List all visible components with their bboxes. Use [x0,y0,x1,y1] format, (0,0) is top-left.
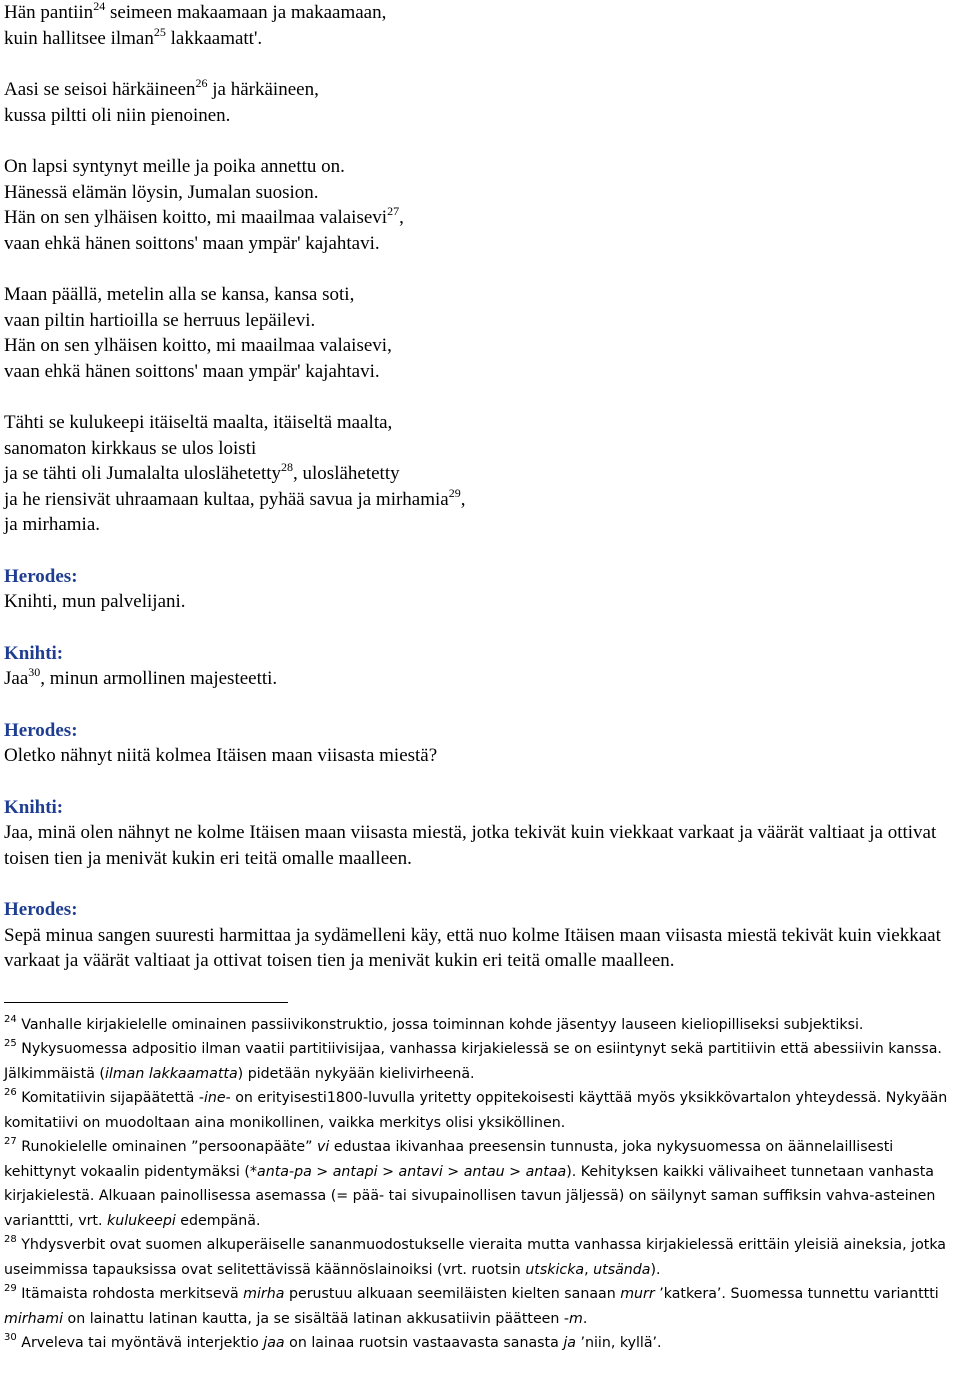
text-run: vaan ehkä hänen soittons' maan ympär' kajahtavi. [4,232,380,254]
text-run: Aasi se seisoi härkäineen [4,79,196,100]
text-run: lakkaamatt'. [165,27,263,49]
speaker-name: Knihti: [4,796,64,818]
footnote-item [4,1233,956,1282]
text-run: Knihti, mun palvelijani. [4,591,186,612]
text-run: Hän on sen ylhäisen koitto, mi maailmaa valaisevi, [4,335,392,356]
italic-term: mirhami [4,1310,64,1327]
dialogue-turn [4,564,956,615]
text-run: Jaa, minä olen nähnyt ne kolme Itäisen maan viisasta miestä, jotka tekivät kuin viekkaat varkaat ja väärät valtiaat ja ottivat toisen tien ja menivät kukin eri teitä omalle maalleen. [4,822,937,869]
footnote-number: 26 [4,1087,17,1098]
text-run: , [460,488,466,510]
footnotes [4,1013,956,1356]
text-run: ja mirhamia. [4,514,101,535]
text-run: > [311,1163,333,1180]
text-run: perustuu alkuaan seemiläisten kielten sanaan [284,1286,621,1302]
verse-line [4,180,956,206]
verse-stanza [4,154,956,256]
italic-term: utskicka [525,1261,585,1278]
text-run: ). Kehityksen kaikki välivaiheet tunnetaan vanhasta kirjakielestä. Alkuaan painollisessa asemassa (= pää- tai sivupainollisen tavun jäljessä) on säilynyt saman suffiksin vahva-asteinen varianttti, vrt. [4,1163,936,1229]
text-run: On lapsi syntynyt meille ja poika annettu on. [4,156,345,177]
text-run: ja he riensivät uhraamaan kultaa, pyhää savua ja mirhamia [4,488,449,510]
italic-term: ine [203,1090,226,1106]
verse-line [4,231,956,257]
dialogue-turn [4,795,956,872]
text-run: ja se tähti oli Jumalalta uloslähetetty [4,463,282,484]
italic-term: antau [463,1163,505,1180]
text-run: - on erityisesti1800-luvulla yritetty oppitekoisesti käyttää myös yksikkövartalon yhteydessä. Nykyään komitatiivi on muodoltaan aina monikollinen, vaikka merkitys olisi yksiköllinen. [4,1090,948,1131]
text-run: Arveleva tai myöntävä interjektio [21,1335,264,1351]
text-run: kuin hallitsee ilman [4,27,154,49]
text-run: Oletko nähnyt niitä kolmea Itäisen maan viisasta miestä? [4,745,438,766]
text-run: kussa piltti oli niin pienoinen. [4,104,231,126]
dialogue-turn [4,897,956,974]
verse-line [4,282,956,308]
text-run: Nykysuomessa adpositio ilman vaatii partitiivisijaa, vanhassa kirjakielessä se on esiintynyt sekä partitiivin että abessiivin kanssa. Jälkimmäistä ( [4,1041,942,1082]
dialogue-turn [4,718,956,769]
verse-line [4,461,956,487]
footnote-ref[interactable]: 26 [195,76,208,90]
text-run: sanomaton kirkkaus se ulos loisti [4,437,257,459]
italic-term: ja [563,1335,576,1351]
italic-term: mirha [243,1286,285,1302]
footnote-ref[interactable]: 24 [93,0,106,13]
speech-text [4,820,956,871]
footnote-number: 24 [4,1013,17,1025]
footnote-ref[interactable]: 25 [153,24,166,39]
verse-line [4,154,956,180]
text-run: , [584,1261,594,1278]
text-run: > [504,1163,526,1180]
footnote-number: 28 [4,1234,17,1245]
speech-text [4,743,956,769]
text-run: Itämaista rohdosta merkitsevä [21,1286,244,1302]
footnote-separator [4,1002,288,1003]
text-run: Sepä minua sangen suuresti harmittaa ja sydämelleni käy, että nuo kolme Itäisen maan viisasta miestä tekivät kuin viekkaat varkaat ja väärät valtiaat ja ottivat toisen tien ja menivät kukin eri teitä omalle maalleen. [4,924,941,971]
footnote-ref[interactable]: 29 [448,485,461,500]
document-page [4,0,956,1356]
italic-term: antavi [398,1163,443,1180]
speaker-name: Herodes: [4,565,78,587]
footnote-ref[interactable]: 27 [387,204,400,218]
speaker-name: Herodes: [4,899,78,920]
footnote-number: 30 [4,1332,17,1343]
italic-term: ilman lakkaamatta [104,1065,238,1082]
speech-text [4,923,956,974]
footnote-ref[interactable]: 30 [28,665,41,679]
footnote-item [4,1331,956,1356]
text-run: ’niin, kyllä’. [575,1335,662,1351]
footnote-ref[interactable]: 28 [281,460,294,474]
text-run: Maan päällä, metelin alla se kansa, kansa soti, [4,284,355,305]
italic-term: utsända [593,1261,651,1278]
footnote-item [4,1135,956,1233]
verse-stanza [4,282,956,384]
footnote-number: 25 [4,1038,17,1049]
text-run: on lainaa ruotsin vastaavasta sanasta [284,1335,564,1351]
verse-line [4,205,956,231]
speech-text [4,589,956,615]
italic-term: m [569,1310,583,1327]
speaker-name: Herodes: [4,719,78,741]
dialogue-turn [4,641,956,692]
verse-line [4,77,956,103]
text-run: vaan ehkä hänen soittons' maan ympär' kajahtavi. [4,360,380,382]
italic-term: jaa [263,1335,285,1351]
footnote-number: 29 [4,1283,17,1294]
verse-line [4,26,956,52]
speech-text [4,666,956,692]
footnote-number: 27 [4,1136,17,1147]
song-verses [4,0,956,538]
text-run: Vanhalle kirjakielelle ominainen passiivikonstruktio, jossa toiminnan kohde jäsentyy lauseen kieliopilliseksi subjektiksi. [21,1016,864,1033]
verse-line [4,410,956,436]
text-run: ) pidetään nykyään kielivirheenä. [237,1065,475,1082]
verse-line [4,359,956,385]
verse-line [4,487,956,513]
verse-line [4,103,956,129]
italic-term: murr [620,1286,655,1302]
verse-line [4,308,956,334]
verse-line [4,512,956,538]
text-run: Hänessä elämän löysin, Jumalan suosion. [4,181,319,203]
italic-term: antaa [525,1163,567,1180]
footnote-item [4,1086,956,1135]
text-run: Tähti se kulukeepi itäiseltä maalta, itäiseltä maalta, [4,412,393,433]
text-run: , uloslähetetty [293,463,400,484]
verse-stanza [4,410,956,538]
text-run: seimeen makaamaan ja makaamaan, [105,2,387,23]
text-run: Jaa [4,668,29,689]
text-run: ). [650,1261,661,1278]
italic-term: kulukeepi [107,1212,176,1229]
text-run: ja härkäineen, [207,79,319,100]
footnote-item [4,1037,956,1086]
text-run: edempänä. [175,1212,261,1229]
verse-line [4,0,956,26]
italic-term: anta-pa [257,1163,312,1180]
verse-stanza [4,0,956,51]
speaker-name: Knihti: [4,642,64,664]
text-run: , [399,207,404,228]
text-run: ’katkera’. Suomessa tunnettu varianttti [654,1286,939,1302]
text-run: Hän on sen ylhäisen koitto, mi maailmaa valaisevi [4,207,388,228]
text-run: > [377,1163,399,1180]
text-run: edustaa ikivanhaa preesensin tunnusta, joka nykysuomessa on äännelaillisesti kehittynyt vokaalin pidentymäksi (* [4,1139,894,1180]
text-run: . [582,1310,588,1327]
verse-line [4,436,956,462]
text-run: Yhdysverbit ovat suomen alkuperäiselle sananmuodostukselle vieraita mutta vanhassa kirjakielessä erittäin yleisiä aineksia, jotka useimmissa tapauksissa ovat selitettävissä käännöslainoiksi (vrt. ruotsin [4,1237,946,1278]
italic-term: vi [317,1139,330,1155]
text-run: Runokielelle ominainen ”persoonapääte” [21,1139,318,1155]
text-run: Hän pantiin [4,2,94,23]
text-run: Komitatiivin sijapäätettä - [21,1090,204,1106]
footnote-item [4,1013,956,1038]
verse-stanza [4,77,956,128]
play-dialogue [4,564,956,974]
italic-term: antapi [332,1163,378,1180]
text-run: > [442,1163,464,1180]
text-run: , minun armollinen majesteetti. [40,668,278,689]
text-run: on lainattu latinan kautta, ja se sisältää latinan akkusatiivin päätteen - [63,1310,570,1327]
text-run: vaan piltin hartioilla se herruus lepäilevi. [4,309,316,331]
footnote-item [4,1282,956,1331]
verse-line [4,333,956,359]
